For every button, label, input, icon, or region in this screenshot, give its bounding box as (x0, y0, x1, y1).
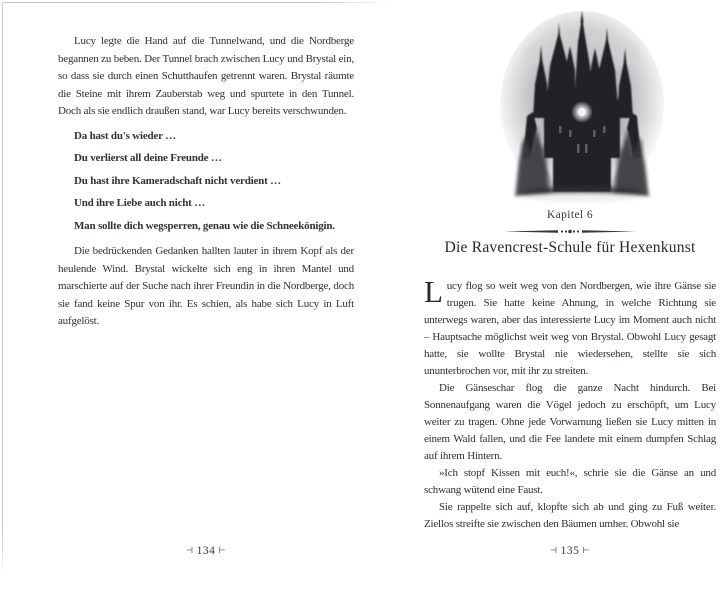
thought-line: Da hast du's wieder … (74, 129, 176, 142)
drop-cap: L (424, 274, 443, 309)
thought-line: Du hast ihre Kameradschaft nicht verdient … (74, 174, 281, 187)
divider-ornament-icon (504, 227, 636, 236)
page-number-value: 135 (560, 545, 580, 557)
page-number-value: 134 (196, 545, 216, 557)
thought-line: Du verlierst all deine Freunde … (74, 152, 222, 164)
paragraph: Sie rappelte sich auf, klopfte sich ab und ging zu Fuß weiter. Ziellos streifte sie zwischen den Bäumen umher. Obwohl sie (424, 501, 716, 530)
page-number-left (58, 545, 354, 557)
gothic-castle-image (497, 8, 667, 204)
chapter-divider (424, 223, 716, 233)
paragraph: Lucy legte die Hand auf die Tunnelwand, und die Nordberge begannen zu beben. Der Tunnel brach zwischen Lucy und Brystal ein, so dass sie durch einen Schutthaufen getrennt waren. Brystal räumte die Steine mit ihrem Zauberstab weg und spurtete in den Tunnel. Doch als sie endlich draußen stand, war Lucy bereits verschwunden. (58, 35, 354, 117)
scan-edge-top-line (3, 2, 391, 3)
paragraph: »Ich stopf Kissen mit euch!«, schrie sie die Gänse an und schwang wütend eine Faust. (424, 467, 716, 496)
page-number-right (424, 545, 716, 557)
chapter-title: Die Ravencrest-Schule für Hexenkunst (444, 239, 696, 256)
page-number-ornament-icon: ⊢ (218, 545, 227, 555)
castle-illustration (497, 8, 667, 204)
thought-line: Man sollte dich wegsperren, genau wie die Schneekönigin. (74, 219, 335, 232)
paragraph-text: ucy flog so weit weg von den Nordbergen, wie ihre Gänse sie trugen. Sie hatte keine Ahnung, in welche Richtung sie unterwegs waren, aber das interessierte Lucy im Moment auch nicht – Hauptsache möglichst weit weg von Brystal. Obwohl Lucy gesagt hatte, sie wollte Brystal nie wiedersehen, stellte sie sich ununterbrochen vor, mit ihr zu streiten. (424, 280, 716, 377)
right-page (424, 8, 716, 533)
left-page (58, 33, 354, 331)
page-number-ornament-icon: ⊢ (582, 545, 591, 555)
paragraph: Die bedrückenden Gedanken hallten lauter in ihrem Kopf als der heulende Wind. Brystal wickelte sich eng in ihren Mantel und marschierte auf der Suche nach ihrer Freundin in die Nordberge, doch sie fand keine Spur von ihr. Es schien, als habe sich Lucy in Luft aufgelöst. (58, 245, 354, 327)
paragraph: Die Gänseschar flog die ganze Nacht hindurch. Bei Sonnenaufgang waren die Vögel jedoch zu erschöpft, um Lucy weiter zu tragen. Ohne jede Vorwarnung ließen sie Lucy mitten in einem Wald fallen, und die Fee landete mit einem dumpfen Schlag auf ihrem Hintern. (424, 382, 716, 462)
chapter-body (424, 274, 716, 533)
paragraph (424, 274, 716, 380)
chapter-label: Kapitel 6 (546, 209, 594, 221)
thought-line: Und ihre Liebe auch nicht … (74, 197, 205, 209)
scan-edge-left-line (2, 3, 3, 579)
page-number-ornament-icon: ⊣ (185, 545, 194, 555)
page-number-ornament-icon: ⊣ (549, 545, 558, 555)
